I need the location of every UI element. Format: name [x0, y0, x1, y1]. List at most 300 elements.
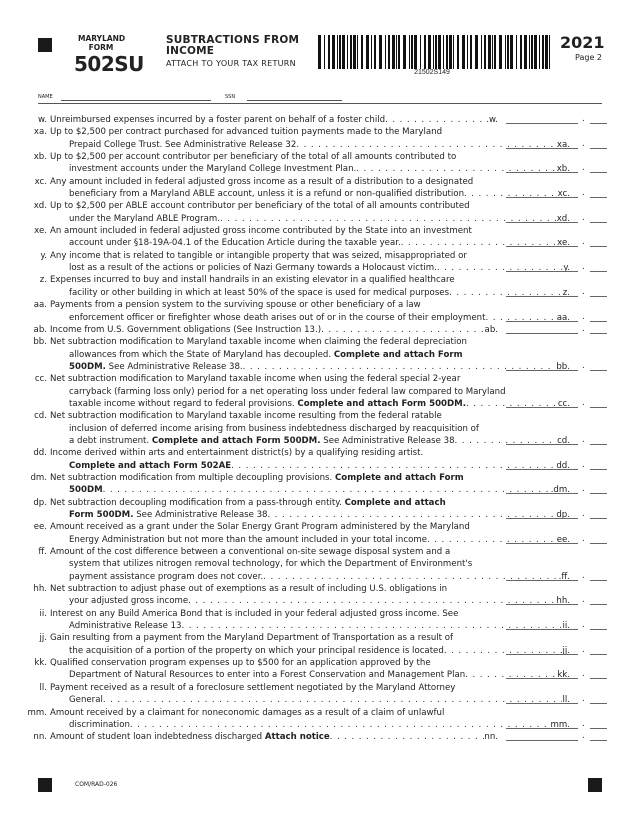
- line-code: ll.: [562, 695, 570, 706]
- barcode-bar: [443, 35, 444, 69]
- line-item-dp: [0, 497, 640, 522]
- item-text-segment: carryback (farming loss only) period for a net operating loss under federal law compared to Maryland: [69, 386, 506, 397]
- item-text: [69, 423, 479, 435]
- amount-field[interactable]: [506, 620, 602, 631]
- dollars-input[interactable]: [506, 728, 578, 729]
- item-text: [50, 546, 450, 558]
- indent: [0, 645, 69, 657]
- amount-field[interactable]: [506, 287, 602, 298]
- item-text-line: [0, 534, 640, 546]
- dollars-input[interactable]: [506, 604, 578, 605]
- decimal-point: .: [582, 459, 585, 470]
- item-text: [50, 373, 460, 385]
- bold-instruction: Form 500DM.: [69, 510, 134, 520]
- line-code: .dm.: [550, 485, 570, 496]
- line-code: ab.: [484, 324, 498, 335]
- amount-field[interactable]: [506, 669, 602, 680]
- decimal-point: .: [582, 718, 585, 729]
- line-item-ff: [0, 546, 640, 583]
- item-text-segment: system that utilizes nitrogen removal technology, for which the Department of Environment's: [69, 559, 473, 570]
- item-label: w.: [38, 115, 47, 125]
- cents-input[interactable]: [590, 740, 607, 741]
- barcode-bar: [539, 35, 540, 69]
- item-text-line: [0, 139, 640, 151]
- item-text: [50, 324, 498, 336]
- cents-input[interactable]: [590, 629, 607, 630]
- item-text-line: [0, 151, 640, 163]
- item-text-line: [0, 447, 640, 459]
- item-text: [69, 534, 570, 546]
- barcode-bar: [449, 35, 452, 69]
- decimal-point: .: [582, 731, 585, 742]
- item-label: xe.: [34, 226, 47, 237]
- item-text: [50, 472, 464, 484]
- dollars-input[interactable]: [506, 469, 578, 470]
- barcode-bar: [398, 35, 400, 69]
- barcode-bar: [420, 35, 421, 69]
- amount-field[interactable]: [506, 460, 602, 471]
- item-label: dp.: [33, 497, 47, 508]
- dollars-input[interactable]: [506, 654, 578, 655]
- item-text: [69, 694, 570, 706]
- item-text-line: [0, 274, 640, 286]
- item-text-segment: Income derived within arts and entertainment district(s) by a qualifying residing artist.: [50, 448, 424, 459]
- barcode-bar: [353, 35, 356, 69]
- barcode-bar: [510, 35, 513, 69]
- dollars-input[interactable]: [506, 296, 578, 297]
- barcode-bar: [457, 35, 459, 69]
- item-text-segment: under the Maryland ABLE Program.: [69, 213, 221, 224]
- amount-field[interactable]: [506, 262, 602, 273]
- form-word: FORM: [88, 42, 114, 52]
- barcode-bar: [531, 35, 533, 69]
- item-label: kk.: [34, 658, 47, 669]
- item-text-segment: your adjusted gross income: [69, 596, 189, 607]
- cents-input[interactable]: [590, 678, 607, 679]
- indent: [0, 423, 69, 435]
- item-text-line: [0, 114, 640, 126]
- bold-instruction: 500DM.: [69, 361, 106, 372]
- barcode-bar: [507, 35, 509, 69]
- barcode-bar: [374, 35, 376, 69]
- cents-input[interactable]: [590, 407, 607, 408]
- decimal-point: .: [582, 138, 585, 149]
- item-text: [69, 349, 463, 361]
- barcode-number: 21502S149: [414, 69, 450, 76]
- form-title: [166, 35, 299, 57]
- cents-input[interactable]: [590, 197, 607, 198]
- line-item-dd: [0, 447, 640, 472]
- dollars-input[interactable]: [506, 407, 578, 408]
- decimal-point: .: [582, 620, 585, 631]
- item-text-line: [0, 324, 640, 336]
- indent: [0, 484, 69, 496]
- item-text-line: [0, 707, 640, 719]
- registration-mark: [38, 38, 52, 52]
- item-text-line: [0, 423, 640, 435]
- item-text-line: [0, 176, 640, 188]
- dollars-input[interactable]: [506, 148, 578, 149]
- item-text-segment: lost as a result of the actions or policies of Nazi Germany towards a Holocaust victim.: [69, 263, 437, 274]
- item-text-line: [0, 386, 640, 398]
- barcode-bar: [499, 35, 502, 69]
- cents-input[interactable]: [590, 728, 607, 729]
- amount-field[interactable]: [506, 484, 602, 495]
- indent: [0, 398, 69, 410]
- line-code: xb.: [556, 164, 570, 175]
- line-item-nn: [0, 731, 640, 743]
- cents-input[interactable]: [590, 370, 607, 371]
- item-text-segment: facility or other building in which at least 50% of the space is used for medical purposes: [69, 287, 450, 298]
- barcode-bar: [462, 35, 465, 69]
- dollars-input[interactable]: [506, 740, 578, 741]
- line-item-z: [0, 274, 640, 299]
- line-item-xa: [0, 126, 640, 151]
- item-text: [69, 287, 570, 299]
- form-code: COM/RAD-026: [75, 781, 118, 788]
- amount-field[interactable]: [506, 595, 602, 606]
- barcode-bar: [396, 35, 397, 69]
- dollars-input[interactable]: [506, 518, 578, 519]
- item-text: [69, 595, 570, 607]
- dollars-input[interactable]: [506, 222, 578, 223]
- item-text-segment: Net subtraction modification to Maryland taxable income resulting from the federal ratable: [50, 411, 442, 422]
- decimal-point: .: [582, 570, 585, 581]
- line-code: .ff.: [558, 571, 570, 582]
- cents-input[interactable]: [590, 543, 607, 544]
- barcode-bar: [379, 35, 382, 69]
- dollars-input[interactable]: [506, 333, 578, 334]
- barcode-bar: [337, 35, 338, 69]
- barcode-bar: [339, 35, 341, 69]
- barcode-bar: [366, 35, 369, 69]
- line-item-ee: [0, 521, 640, 546]
- item-text: [69, 139, 570, 151]
- amount-field[interactable]: [506, 694, 602, 705]
- item-text-line: [0, 410, 640, 422]
- amount-field[interactable]: [506, 731, 602, 742]
- item-text-line: [0, 669, 640, 681]
- ssn-label: SSN: [225, 94, 236, 100]
- item-text: [69, 558, 472, 570]
- item-text: [69, 571, 570, 583]
- dollars-input[interactable]: [506, 246, 578, 247]
- dollars-input[interactable]: [506, 580, 578, 581]
- line-item-hh: [0, 583, 640, 608]
- decimal-point: .: [582, 262, 585, 273]
- title-line: INCOME: [166, 45, 215, 57]
- item-text-segment: Expenses incurred to buy and install handrails in an existing elevator in a qualified healthcare: [50, 275, 455, 286]
- cents-input[interactable]: [590, 493, 607, 494]
- bold-instruction: Complete and attach Form 502AE: [69, 460, 232, 471]
- decimal-point: .: [582, 595, 585, 606]
- item-text: [50, 114, 498, 126]
- cents-input[interactable]: [590, 604, 607, 605]
- line-code: xc.: [557, 189, 570, 200]
- line-code: jj.: [562, 645, 570, 656]
- barcode-bar: [392, 35, 395, 69]
- item-text: [69, 213, 570, 225]
- item-text-line: [0, 361, 640, 373]
- line-item-xb: [0, 151, 640, 176]
- barcode-bar: [414, 35, 417, 69]
- item-text-line: [0, 163, 640, 175]
- item-text-segment: taxable income without regard to federal provisions.: [69, 398, 298, 409]
- line-item-ll: [0, 682, 640, 707]
- dot-leader: [321, 324, 484, 336]
- divider: [38, 103, 602, 104]
- cents-input[interactable]: [590, 703, 607, 704]
- barcode-bar: [524, 35, 527, 69]
- line-code: cd.: [557, 435, 570, 446]
- item-text-segment: Department of Natural Resources to enter into a Forest Conservation and Management Plan: [69, 670, 466, 681]
- dollars-input[interactable]: [506, 370, 578, 371]
- amount-field[interactable]: [506, 719, 602, 730]
- item-text-line: [0, 484, 640, 496]
- cents-input[interactable]: [590, 172, 607, 173]
- decimal-point: .: [582, 533, 585, 544]
- amount-field[interactable]: [506, 361, 602, 372]
- item-text-line: [0, 632, 640, 644]
- line-code: hh.: [556, 596, 570, 607]
- item-text-segment: Prepaid College Trust. See Administrative Release 32: [69, 139, 297, 150]
- dollars-input[interactable]: [506, 271, 578, 272]
- bold-instruction: Attach notice: [264, 732, 330, 743]
- item-text-line: [0, 225, 640, 237]
- item-text-line: [0, 250, 640, 262]
- amount-field[interactable]: [506, 509, 602, 520]
- item-text-line: [0, 558, 640, 570]
- cents-input[interactable]: [590, 580, 607, 581]
- dollars-input[interactable]: [506, 123, 578, 124]
- ssn-field[interactable]: [247, 100, 342, 101]
- item-text-segment: beneficiary from a Maryland ABLE account, unless it is a refund or non-qualified distribution: [69, 189, 465, 200]
- indent: [0, 237, 69, 249]
- item-text-line: [0, 373, 640, 385]
- item-label: dm.: [30, 472, 47, 483]
- barcode-bar: [542, 35, 544, 69]
- item-text-line: [0, 200, 640, 212]
- cents-input[interactable]: [590, 271, 607, 272]
- title-line: SUBTRACTIONS FROM: [166, 34, 300, 46]
- dollars-input[interactable]: [506, 172, 578, 173]
- item-text-line: [0, 237, 640, 249]
- item-text-line: [0, 287, 640, 299]
- amount-field[interactable]: [506, 435, 602, 446]
- amount-field[interactable]: [506, 645, 602, 656]
- item-label: mm.: [27, 707, 47, 718]
- decimal-point: .: [582, 163, 585, 174]
- line-code: ee.: [556, 534, 570, 545]
- dollars-input[interactable]: [506, 703, 578, 704]
- barcode-bar: [484, 35, 486, 69]
- line-item-dm: [0, 472, 640, 497]
- item-text: [50, 682, 455, 694]
- item-text-segment: Amount of the cost difference between a conventional on-site sewage disposal system and a: [50, 547, 451, 558]
- item-text-line: [0, 299, 640, 311]
- line-item-xd: [0, 200, 640, 225]
- item-text-line: [0, 546, 640, 558]
- item-text: [50, 200, 470, 212]
- form-number: 502SU: [74, 52, 144, 76]
- cents-input[interactable]: [590, 222, 607, 223]
- item-text: [50, 274, 455, 286]
- cents-input[interactable]: [590, 469, 607, 470]
- amount-field[interactable]: [506, 398, 602, 409]
- item-text: [69, 398, 570, 410]
- cents-input[interactable]: [590, 296, 607, 297]
- cents-input[interactable]: [590, 321, 607, 322]
- decimal-point: .: [582, 311, 585, 322]
- indent: [0, 287, 69, 299]
- amount-field[interactable]: [506, 237, 602, 248]
- item-text-segment: Payments from a pension system to the surviving spouse or other beneficiary of a law: [50, 300, 421, 311]
- amount-field[interactable]: [506, 139, 602, 150]
- item-text: [69, 312, 570, 324]
- item-text-segment: Any income that is related to tangible or intangible property that was seized, misappropriated or: [50, 250, 467, 261]
- barcode-bar: [453, 35, 454, 69]
- item-text-segment: Administrative Release 13: [69, 621, 182, 632]
- item-text: [69, 435, 570, 447]
- barcode-bar: [529, 35, 530, 69]
- barcode-bar: [388, 35, 390, 69]
- barcode-bar: [433, 35, 434, 69]
- amount-field[interactable]: [506, 114, 602, 125]
- state-label: MARYLAND: [78, 34, 126, 43]
- item-text: [50, 521, 470, 533]
- dot-leader: [188, 595, 556, 607]
- item-text-segment: Amount of student loan indebtedness discharged: [50, 732, 265, 743]
- line-item-jj: [0, 632, 640, 657]
- item-text-segment: Amount received as a grant under the Solar Energy Grant Program administered by the Maryland: [50, 522, 470, 533]
- bold-instruction: Complete and attach Form: [333, 349, 463, 360]
- item-text-line: [0, 188, 640, 200]
- item-text: [50, 447, 423, 459]
- barcode-bar: [350, 35, 352, 69]
- item-text: [69, 237, 570, 249]
- line-code: aa.: [556, 312, 570, 323]
- item-label: cd.: [34, 411, 47, 422]
- item-text-segment: discrimination: [69, 719, 130, 730]
- dollars-input[interactable]: [506, 493, 578, 494]
- amount-field[interactable]: [506, 534, 602, 545]
- decimal-point: .: [582, 188, 585, 199]
- dollars-input[interactable]: [506, 197, 578, 198]
- bold-instruction: Complete and attach Form 500DM.: [297, 398, 466, 409]
- item-text: [50, 497, 446, 509]
- barcode-bar: [328, 35, 330, 69]
- bold-instruction: 500DM: [69, 485, 103, 496]
- item-text-segment: Up to $2,500 per account contributor per beneficiary of the total of all amounts contributed to: [50, 152, 457, 163]
- item-label: jj.: [39, 633, 47, 644]
- item-text: [69, 460, 570, 472]
- cents-input[interactable]: [590, 518, 607, 519]
- item-label: z.: [39, 275, 47, 286]
- barcode-bar: [505, 35, 506, 69]
- amount-field[interactable]: [506, 312, 602, 323]
- barcode-bar: [520, 35, 522, 69]
- dollars-input[interactable]: [506, 678, 578, 679]
- item-text: [69, 163, 570, 175]
- item-text-segment: Up to $2,500 per contract purchased for advanced tuition payments made to the Maryland: [50, 127, 443, 138]
- barcode-bar: [347, 35, 348, 69]
- item-text-segment: Up to $2,500 per ABLE account contributor per beneficiary of the total of all amounts contributed: [50, 201, 470, 212]
- dollars-input[interactable]: [506, 629, 578, 630]
- item-text-segment: Unreimbursed expenses incurred by a foster parent on behalf of a foster child: [50, 115, 386, 125]
- amount-field[interactable]: [506, 571, 602, 582]
- item-text-segment: the acquisition of a portion of the property on which your principal residence is located: [69, 645, 444, 656]
- barcode-bar: [438, 35, 441, 69]
- amount-field[interactable]: [506, 188, 602, 199]
- item-text-line: [0, 435, 640, 447]
- indent: [0, 558, 69, 570]
- cents-input[interactable]: [590, 246, 607, 247]
- item-label: xb.: [33, 152, 47, 163]
- amount-field[interactable]: [506, 213, 602, 224]
- item-text-line: [0, 595, 640, 607]
- item-text: [69, 620, 570, 632]
- line-code: z.: [562, 287, 570, 298]
- item-text: [50, 151, 456, 163]
- dollars-input[interactable]: [506, 321, 578, 322]
- item-text: [50, 410, 442, 422]
- item-text-line: [0, 571, 640, 583]
- indent: [0, 460, 69, 472]
- item-label: hh.: [33, 584, 47, 595]
- decimal-point: .: [582, 669, 585, 680]
- barcode-bar: [371, 35, 372, 69]
- item-text-segment: Net subtraction to adjust phase out of exemptions as a result of including U.S. obligations in: [50, 584, 448, 595]
- cents-input[interactable]: [590, 333, 607, 334]
- amount-field[interactable]: [506, 324, 602, 335]
- item-text: [50, 299, 421, 311]
- item-text: [69, 719, 570, 731]
- cents-input[interactable]: [590, 123, 607, 124]
- dot-leader: [103, 484, 551, 496]
- amount-field[interactable]: [506, 163, 602, 174]
- item-text-segment: Net subtraction decoupling modification from a pass-through entity.: [50, 497, 345, 508]
- indent: [0, 213, 69, 225]
- dollars-input[interactable]: [506, 543, 578, 544]
- item-text: [50, 632, 453, 644]
- indent: [0, 262, 69, 274]
- name-label: NAME: [38, 94, 53, 100]
- cents-input[interactable]: [590, 148, 607, 149]
- line-code: ii.: [562, 621, 570, 632]
- item-text: [69, 669, 570, 681]
- line-item-y: [0, 250, 640, 275]
- barcode-bar: [318, 35, 321, 69]
- indent: [0, 349, 69, 361]
- cents-input[interactable]: [590, 654, 607, 655]
- item-text: [50, 608, 458, 620]
- indent: [0, 139, 69, 151]
- subtraction-items: [0, 114, 640, 744]
- line-code: y.: [563, 263, 570, 274]
- barcode-bar: [357, 35, 358, 69]
- item-text: [50, 731, 498, 743]
- indent: [0, 571, 69, 583]
- name-field[interactable]: [61, 100, 211, 101]
- cents-input[interactable]: [590, 444, 607, 445]
- line-item-ii: [0, 608, 640, 633]
- barcode-bar: [470, 35, 472, 69]
- dollars-input[interactable]: [506, 444, 578, 445]
- item-text-line: [0, 126, 640, 138]
- barcode-bar: [361, 35, 363, 69]
- line-code: xa.: [556, 139, 570, 150]
- item-text-segment: See Administrative Release 38: [133, 510, 268, 520]
